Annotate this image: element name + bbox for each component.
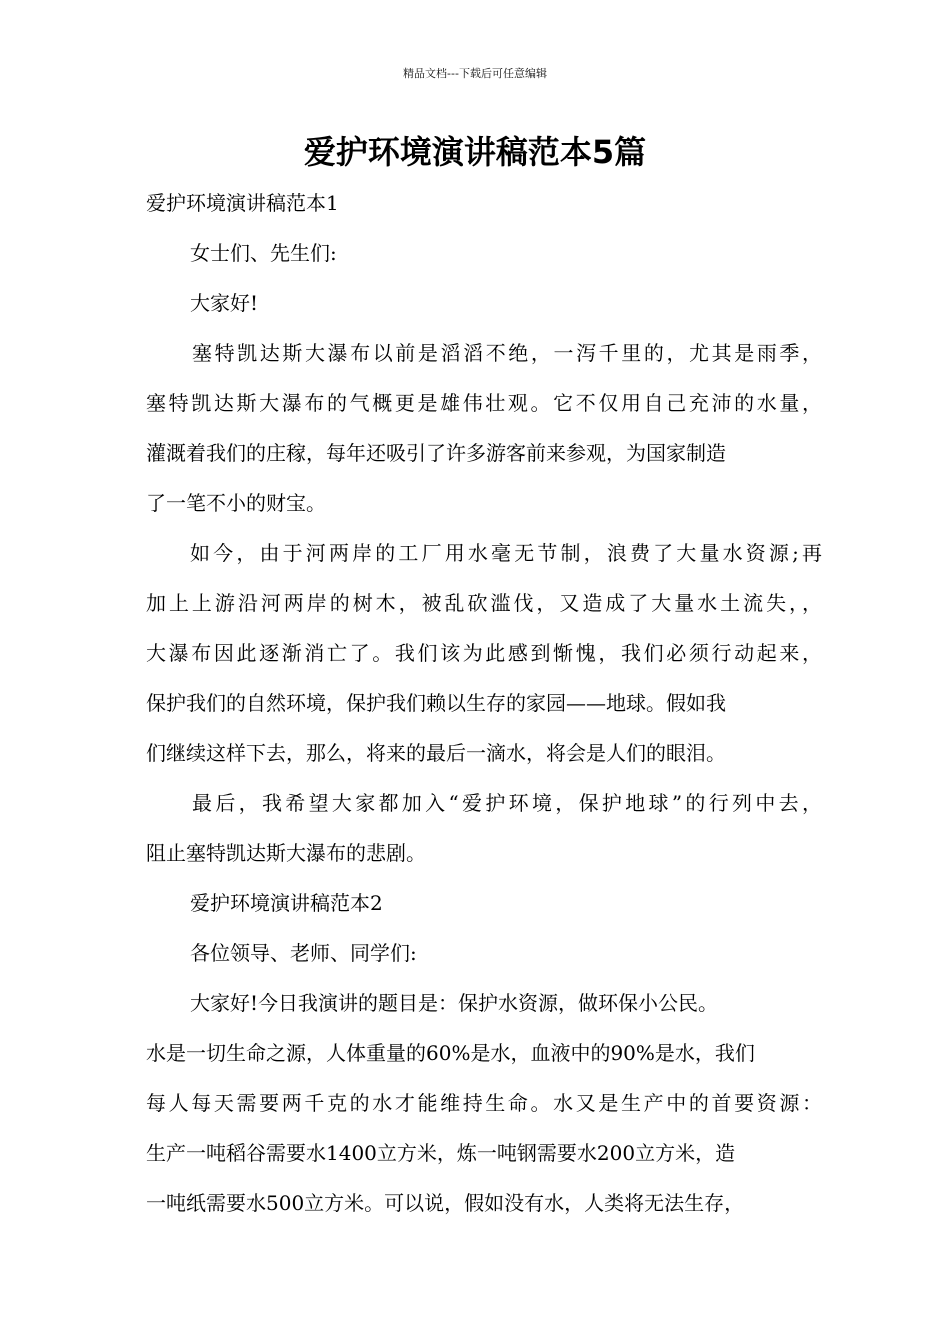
paragraph-line: 一吨纸需要水500立方米。可以说，假如没有水，人类将无法生存，: [146, 1191, 745, 1215]
paragraph-line: 阻止塞特凯达斯大瀑布的悲剧。: [146, 841, 426, 865]
salutation: 各位领导、老师、同学们:: [190, 941, 417, 965]
greeting: 大家好!: [190, 291, 259, 315]
document-body: [146, 178, 822, 1228]
header-note: 精品文档---下载后可任意编辑: [403, 67, 547, 80]
paragraph-line: 水是一切生命之源，人体重量的60%是水，血液中的90%是水，我们: [146, 1041, 755, 1065]
paragraph-line: 大家好!今日我演讲的题目是：保护水资源，做环保小公民。: [190, 991, 719, 1015]
paragraph-line: 生产一吨稻谷需要水1400立方米，炼一吨钢需要水200立方米，造: [146, 1141, 736, 1165]
paragraph-line: 大瀑布因此逐渐消亡了。我们该为此感到惭愧，我们必须行动起来，: [146, 641, 822, 665]
paragraph-line: 每人每天需要两千克的水才能维持生命。水又是生产中的首要资源：: [146, 1091, 822, 1115]
paragraph-line: 加上上游沿河两岸的树木，被乱砍滥伐，又造成了大量水土流失，，: [146, 591, 822, 615]
paragraph-line: 了一笔不小的财宝。: [146, 491, 326, 515]
paragraph-line: 塞特凯达斯大瀑布的气概更是雄伟壮观。它不仅用自己充沛的水量，: [146, 391, 822, 415]
paragraph-line: 灌溉着我们的庄稼，每年还吸引了许多游客前来参观，为国家制造: [146, 441, 726, 465]
paragraph-line: 们继续这样下去，那么，将来的最后一滴水，将会是人们的眼泪。: [146, 741, 726, 765]
paragraph-line: 如今，由于河两岸的工厂用水毫无节制，浪费了大量水资源;再: [190, 541, 822, 565]
salutation: 女士们、先生们:: [190, 241, 337, 265]
section-heading-1: 爱护环境演讲稿范本1: [146, 191, 339, 215]
paragraph-line: 塞特凯达斯大瀑布以前是滔滔不绝，一泻千里的，尤其是雨季，: [192, 341, 822, 365]
paragraph-line: 最后，我希望大家都加入“爱护环境，保护地球”的行列中去，: [192, 791, 822, 815]
document-title: 爱护环境演讲稿范本5篇: [303, 133, 647, 171]
section-heading-2: 爱护环境演讲稿范本2: [190, 891, 383, 915]
paragraph-line: 保护我们的自然环境，保护我们赖以生存的家园——地球。假如我: [146, 691, 726, 715]
